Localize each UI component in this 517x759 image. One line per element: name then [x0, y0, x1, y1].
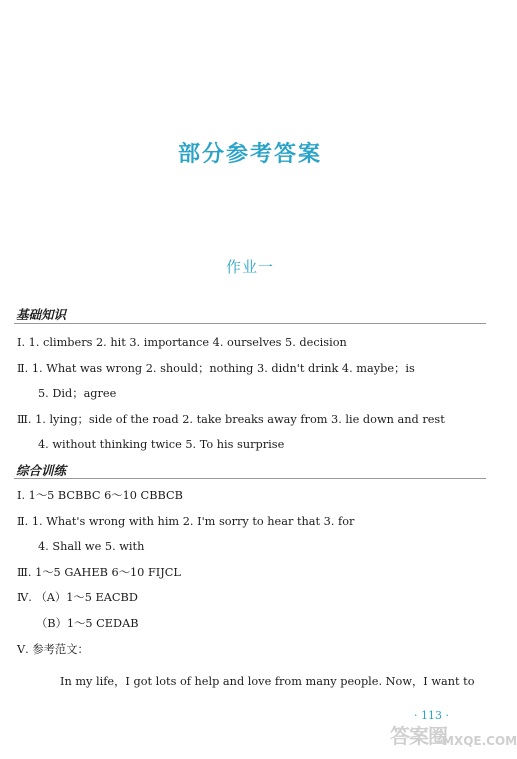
answer-line-comp-2: Ⅱ. 1. What's wrong with him 2. I'm sorry to hear that 3. for	[17, 515, 355, 528]
answer-line-basic-2-cont: 5. Did；agree	[38, 387, 117, 400]
answer-line-comp-3: Ⅲ. 1～5 GAHEB 6～10 FIJCL	[17, 566, 181, 579]
page-number: · 113 ·	[414, 709, 449, 722]
sample-essay-text: In my life，I got lots of help and love from many people. Now，I want to	[60, 675, 475, 688]
assignment-title: 作业一	[225, 258, 274, 276]
answer-line-comp-4b: （B）1～5 CEDAB	[36, 617, 139, 630]
section-basic-heading: 基础知识	[16, 307, 67, 322]
answer-line-basic-2: Ⅱ. 1. What was wrong 2. should；nothing 3. didn't drink 4. maybe；is	[17, 362, 415, 375]
section-comprehensive-heading: 综合训练	[16, 463, 67, 478]
answer-line-comp-1: Ⅰ. 1～5 BCBBC 6～10 CBBCB	[17, 489, 183, 502]
watermark-logo-text: 答案圈	[390, 724, 447, 748]
answer-line-comp-4a: Ⅳ. （A）1～5 EACBD	[17, 591, 138, 604]
section-divider	[14, 323, 486, 324]
answer-line-basic-3-cont: 4. without thinking twice 5. To his surprise	[38, 438, 285, 451]
answer-line-comp-5: Ⅴ. 参考范文：	[17, 643, 89, 656]
watermark-logo	[390, 720, 517, 754]
answer-line-basic-3: Ⅲ. 1. lying；side of the road 2. take breaks away from 3. lie down and rest	[17, 413, 445, 426]
page-title: 部分参考答案	[177, 142, 322, 167]
answer-line-basic-1: Ⅰ. 1. climbers 2. hit 3. importance 4. ourselves 5. decision	[17, 336, 347, 349]
answer-line-comp-2-cont: 4. Shall we 5. with	[38, 540, 145, 553]
watermark-site-text: MXQE.COM	[442, 734, 517, 748]
section-divider	[14, 478, 486, 479]
